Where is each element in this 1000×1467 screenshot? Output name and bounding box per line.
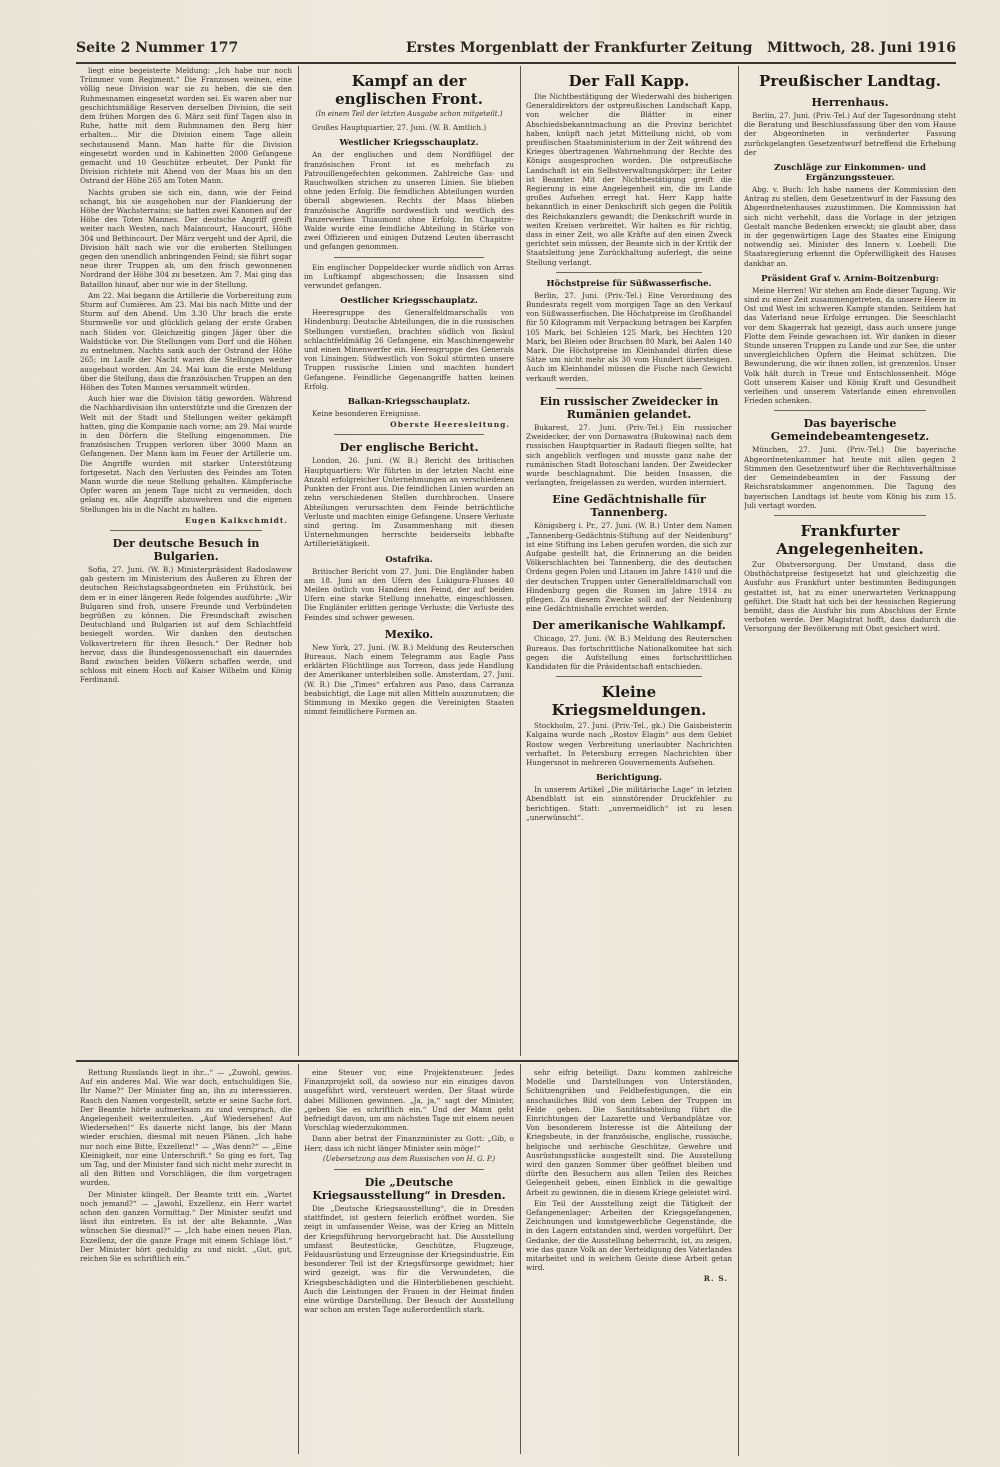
article-text: Ein englischer Doppeldecker wurde südlich von Arras im Luftkampf abgeschossen; die Insassen sind verwundet gefangen. (304, 262, 514, 291)
column-rule (298, 1064, 299, 1454)
headline-tannenberg: Eine Gedächtnishalle für Tannenberg. (552, 493, 706, 520)
separator (110, 530, 262, 531)
separator (334, 434, 484, 435)
column-3 (526, 66, 732, 1056)
article-text: Der Minister klingelt. Der Beamte tritt ein. „Wartet noch jemand?“ — „Jawohl, Exzellenz, ein Herr wartet schon den ganzen Vormittag.“ Der Minister seufzt und lässt ihn eintreten. Es ist der alte Bekannte. „Was wünschen Sie diesmal?“ — „Ich habe einen neuen Plan, Exzellenz, der die ganze Frage mit einem Schlage löst.“ Der Minister hört geduldig zu und nickt. „Gut, gut, reichen Sie es schriftlich ein.“ (80, 1189, 292, 1264)
headline-englisch: Der englische Bericht. (339, 441, 479, 455)
issue-date: Mittwoch, 28. Juni 1916 (767, 40, 956, 56)
headline-zweidecker: Ein russischer Zweidecker in Rumänien gelandet. (539, 394, 719, 421)
signature: R. S. (703, 1274, 728, 1284)
article-text: Auch hier war die Division tätig geworden. Während die Nachbardivision ihn unterstützte und die Grenzen der Welt mit der Stadt und Stellungen weiter gekämpft hatten, ging die Kompanie nach vorne; am 29. Mai wurde in den Dörfern die Stellung eingenommen. Die französischen Truppen verloren über 3000 Mann an Gefangenen. Der Mann kam im Feuer der Artillerie um. Die Angriffe wurden mit starker Unterstützung fortgesetzt. Nach den Verlusten des Feindes am Toten Mann wurde die neue Stellung gehalten. Kämpferische Opfer waren an jenem Tage nicht zu vermeiden, doch gelang es, alle Angriffe abzuwehren und die eigenen Stellungen bis in die Nacht zu halten. (80, 394, 292, 514)
article-text: Rettung Russlands liegt in ihr...“ — „Zuwohl, gewiss. Auf ein anderes Mal. Wie war doch, entschuldigen Sie, Ihr Name?“ Der Minister fing an, ihn zu interessieren. Rasch den Namen vorgestellt, setzte er seine Sache fort. Der Beamte hörte aufmerksam zu und versprach, die Angelegenheit weiterzuleiten. „Auf Wiedersehen! Auf Wiedersehen!“ Es dauerte nicht lange, bis der Mann wieder erschien, diesmal mit neuen Plänen. „Ich habe nur noch eine Bitte, Exzellenz!“ — „Was denn?“ — „Eine Kleinigkeit, nur eine Unterschrift.“ So ging es fort, Tag um Tag, und der Minister fand sich nicht mehr zurecht in all den Bitten und Vorschlägen, die ihm vorgetragen wurden. (80, 1068, 292, 1188)
column-rule (298, 66, 299, 1056)
separator (774, 515, 926, 516)
headline-frankfurter: Frankfurter Angelegenheiten. (776, 521, 924, 558)
article-text: Großes Hauptquartier, 27. Juni. (W. B. Amtlich.) (312, 123, 487, 133)
headline-west: Westlicher Kriegsschauplatz. (339, 138, 479, 149)
article-text: Sofia, 27. Juni. (W. B.) Ministerpräsident Radoslawow gab gestern im Ministerium des Äußeren zu Ehren der deutschen Reichstagsabgeordneten ein Frühstück, bei dem er in einer längeren Rede folgendes ausführte: „Wir Bulgaren sind froh, unsere Freunde und Verbündeten begrüßen zu können. Die Freundschaft zwischen Deutschland und Bulgarien ist auf dem Schlachtfeld besiegelt worden. Wir danken den deutschen Volksvertretern für ihren Besuch.“ Der Redner hob hervor, dass die Bundesgenossenschaft ein dauerndes Band zwischen beiden Völkern schaffen werde, und schloss mit einem Hoch auf Kaiser Wilhelm und König Ferdinand. (80, 564, 292, 685)
headline-kampf: Kampf an der englischen Front. (335, 72, 483, 108)
headline-gemeindebeamtengesetz: Das bayerische Gemeindebeamtengesetz. (770, 417, 930, 444)
article-text: London, 26. Juni. (W. B.) Bericht des britischen Hauptquartiers: Wir führten in der letzten Nacht eine Anzahl erfolgreicher Unternehmungen an verschiedenen Punkten der Front aus. Die feindlichen Linien wurden an zehn verschiedenen Stellen durchbrochen. Unsere Abteilungen verursachten dem Feinde beträchtliche Verluste und machten einige Gefangene. Unsere Verluste sind gering. Im Zusammenhang mit diesen Unternehmungen herrschte beiderseits lebhafte Artillerietätigkeit. (304, 456, 514, 549)
masthead (76, 38, 956, 64)
article-text: Abg. v. Buch: Ich habe namens der Kommission den Antrag zu stellen, dem Gesetzentwurf in der Fassung des Abgeordnetenhauses zuzustimmen. Die Kommission hat sich nicht verhehlt, dass die Vorlage in der jetzigen Gestalt manche Bedenken erweckt; sie glaubt aber, dass in der gegenwärtigen Lage des Staates eine Einigung notwendig sei. Minister des Innern v. Loebell: Die Staatsregierung erkennt die Opferwilligkeit des Hauses dankbar an. (744, 185, 956, 268)
headline-balkan: Balkan-Kriegsschauplatz. (347, 397, 471, 408)
headline-praesident: Präsident Graf v. Arnim-Boitzenburg: (761, 273, 939, 284)
separator (556, 272, 702, 273)
article-text: New York, 27. Juni. (W. B.) Meldung des Reuterschen Bureaus. Nach einem Telegramm aus Eagle Pass erklärten Flüchtlinge aus Torreon, dass jede Handlung der Amerikaner unterbleiben solle. Amsterdam, 27. Juni. (W. B.) Die „Times“ erfahren aus Paso, dass Carranza beabsichtigt, die Lage mit allen Mitteln auszunutzen; die Stimmung in Mexiko gegen die Vereinigten Staaten nimmt feindlichere Formen an. (304, 642, 514, 717)
article-text: Berlin, 27. Juni. (Priv.-Tel.) Auf der Tagesordnung steht die Beratung und Beschlussfassung über den vom Hause der Abgeordneten in veränderter Fassung zurückgelangten Gesetzentwurf betreffend die Erhebung der (744, 111, 956, 157)
column-1 (80, 66, 292, 1056)
article-text: Dann aber betrat der Finanzminister zu Gott: „Gib, o Herr, dass ich nicht länger Minister sein möge!“ (304, 1134, 514, 1153)
author-byline: Eugen Kalkschmidt. (184, 515, 288, 525)
article-text: Ein Teil der Ausstellung zeigt die Tätigkeit der Gefangenenlager; Arbeiten der Kriegsgefangenen, Zeichnungen und kunstgewerbliche Gegenstände, die in den Lagern entstanden sind, werden vorgeführt. Der Gedanke, der die Ausstellung beherrscht, ist, zu zeigen, wie das ganze Volk an der Verteidigung des Vaterlandes mitarbeitet und in welchem Geiste diese Arbeit getan wird. (526, 1198, 732, 1273)
article-text: Nachts gruben sie sich ein, dann, wie der Feind schangt, bis sie ausgehoben nur der Flankierung der Höhe der Wachsterrains; sie hatten zwei Kanonen auf der Höhe des Toten Mannes. Der deutsche Angriff greift weiter nach Westen, nach Malancourt, Haucourt, Höhe 304 und Bethincourt. Der März vergeht und der April, die Division hält nach wie vor die eroberten Stellungen gegen den unendlich anbringenden Feind; sie führt sogar neue ihrer Truppen ab, um den frisch gewonnenen Nordrand der Höhe 304 zu besetzen. Am 7. Mai ging das Bataillon hinauf, aber nur wie in der Stellung. (80, 187, 292, 289)
headline-kleine-kriegsmeldungen: Kleine Kriegsmeldungen. (551, 683, 707, 720)
signature: Oberste Heeresleitung. (390, 420, 510, 430)
headline-mexiko: Mexiko. (384, 627, 434, 641)
separator (774, 410, 926, 411)
article-text: München, 27. Juni. (Priv.-Tel.) Die bayerische Abgeordnetenkammer hat heute mit allen gegen 2 Stimmen den Gesetzentwurf über die Rechtsverhältnisse der Gemeindebeamten in der Fassung der Reichsratskammer angenommen. Die Tagung des bayerischen Landtags ist heute vom König bis zum 15. Juli vertagt worden. (744, 445, 956, 510)
article-text: Königsberg i. Pr., 27. Juni. (W. B.) Unter dem Namen „Tannenberg-Gedächtnis-Stiftung auf der Neidenburg“ ist eine Stiftung ins Leben gerufen worden, die sich zur Aufgabe gestellt hat, die Erinnerung an die beiden Völkerschlachten bei Tannenberg, die des deutschen Ordens gegen Polen und Litauen im Jahre 1410 und die der deutschen Truppen unter Generalfeldmarschall von Hindenburg gegen die Russen im Jahre 1914 zu pflegen. Zu diesem Zwecke soll auf der Neidenburg eine Gedächtnishalle errichtet werden. (526, 521, 732, 614)
headline-landtag: Preußischer Landtag. (759, 72, 941, 90)
article-text: An der englischen und dem Nordflügel der französischen Front ist es mehrfach zu Patrouillengefechten gekommen. Zahlreiche Gas- und Rauchwolken strichen zu unseren Linien. Sie blieben ohne jeden Erfolg. Die feindlichen Abteilungen wurden überall abgewiesen. Rechts der Maas blieben französische Angriffe nordwestlich und westlich des Panzerwerkes Thiaumont ohne Erfolg. Im Chapitre-Walde wurde eine feindliche Abteilung in Stärke von zwei Offizieren und einigen Dutzend Leuten überrascht und gefangen genommen. (304, 150, 514, 252)
article-text: Meine Herren! Wir stehen am Ende dieser Tagung. Wir sind zu einer Zeit zusammengetreten, da unsere Heere in Ost und West im schweren Kampfe standen. Seitdem hat das Vaterland neue Erfolge errungen. Die Seeschlacht vor dem Skagerrak hat gezeigt, dass auch unsere junge Flotte dem Feinde gewachsen ist. Wir danken in dieser Stunde unseren Truppen zu Lande und zur See, die unter unvergleichlichen Opfern die Heimat schützen. Die Bewunderung, die wir ihnen zollen, ist grenzenlos. Unser Volk hält durch in Treue und Entschlossenheit. Möge Gott unserem Kaiser und König Kraft und Gesundheit verleihen und unserem Vaterlande einen ehrenvollen Frieden schenken. (744, 285, 956, 406)
article-text: Berlin, 27. Juni. (Priv.-Tel.) Eine Verordnung des Bundesrats regelt vom morgigen Tage an den Verkauf von Süßwasserfischen. Die Höchstpreise im Großhandel für 50 Kilogramm mit Verpackung betragen bei Karpfen 105 Mark, bei Schleien 125 Mark, bei Hechten 120 Mark, bei Bleien oder Brachsen 80 Mark, bei Aalen 140 Mark. Die Höchstpreise im Kleinhandel dürfen diese Sätze um nicht mehr als 30 vom Hundert übersteigen. Auch im Kleinhandel müssen die Fische nach Gewicht verkauft werden. (526, 290, 732, 383)
headline-herrenhaus: Herrenhaus. (811, 96, 889, 109)
headline-zuschlaege: Zuschläge zur Einkommen- und Ergänzungssteuer. (774, 163, 926, 184)
headline-ost: Oestlicher Kriegsschauplatz. (340, 296, 478, 307)
separator (556, 676, 702, 677)
headline-ostafrika: Ostafrika. (385, 554, 433, 565)
article-text: Bukarest, 27. Juni. (Priv.-Tel.) Ein russischer Zweidecker, der von Dornawatra (Bukowina) nach dem russischen Hauptquartier in Radauti fliegen sollte, hat sich angeblich verflogen und musste ganz nahe der rumänischen Stadt Botoschani landen. Der Zweidecker wurde beschlagnahmt. Die beiden Insassen, die verlangten, freigelassen zu werden, wurden interniert. (526, 422, 732, 488)
separator (556, 388, 702, 389)
separator (334, 1169, 484, 1170)
section-divider (76, 1060, 738, 1062)
column-rule (520, 66, 521, 1056)
article-text: Heeresgruppe des Generalfeldmarschalls von Hindenburg: Deutsche Abteilungen, die in die russischen Stellungen vorstießen, brachten südlich von Ikskul schlachtfeldmäßig 26 Gefangene, ein Maschinengewehr und einen Minenwerfer ein. Heeresgruppe des Generals von Linsingen: Südwestlich von Sokul stürmten unsere Truppen russische Linien und machten hundert Gefangene. Feindliche Gegenangriffe hatten keinen Erfolg. (304, 308, 514, 391)
article-text: Die „Deutsche Kriegsausstellung“, die in Dresden stattfindet, ist gestern feierlich eröffnet worden. Sie zeigt in umfassender Weise, was der Krieg an Mitteln der Kriegsführung hervorgebracht hat. Die Ausstellung umfasst Beutestücke, Geschütze, Flugzeuge, Feldausrüstung und Erzeugnisse der Kriegsindustrie. Ein besonderer Teil ist der Kriegsfürsorge gewidmet; hier wird gezeigt, was für die Verwundeten, die Kriegsbeschädigten und die Hinterbliebenen geschieht. Auch die Leistungen der Frauen in der Heimat finden eine würdige Darstellung. Der Besuch der Ausstellung war schon am ersten Tage außerordentlich stark. (304, 1204, 514, 1315)
article-text: Keine besonderen Ereignisse. (312, 409, 421, 419)
article-text: Am 22. Mai begann die Artillerie die Vorbereitung zum Sturm auf Cumières. Am 23. Mai bis nach Mitte und der Sturm auf den Abend. Um 3.30 Uhr brach die erste Sturmwelle vor und glücklich gelang der erste Graben nach Süden vor. Gleichzeitig gingen Jäger über die Waldstücke vor. Die Stellungen vom Dorf und die Höhen zu entnehmen. Nachts sank auch der Ostrand der Höhe 265; im Laufe der Nacht waren die Stellungen weiter ausgebaut worden. Am 24. Mai kam die erste Meldung über die Stellung, dass die französischen Truppen an den Höhen des Toten Mannes versammelt würden. (80, 290, 292, 392)
article-text: Die Nichtbestätigung der Wiederwahl des bisherigen Generaldirektors der ostpreußischen Landschaft Kapp, von welcher die Blätter in einer Abschiedsbekanntmachung an die Provinz berichtet haben, knüpft nach jetzt Mitteilung nicht, ob vom preußischen Staatsministerium in der Zeit während des Krieges übertragenen Wahrnehmung der Rechte des Königs ausgesprochen worden. Die ostpreußische Landschaft ist ein Selbstverwaltungskörper; ihr Leiter ist Beamter. Mit der Nichtbestätigung greift die Regierung in eine Angelegenheit ein, die im Lande großes Aufsehen erregt hat. Herr Kapp hatte bekanntlich in einer Denkschrift sich gegen die Politik des Reichskanzlers gewandt; die Denkschrift wurde in weiten Kreisen verbreitet. Wir halten es für richtig, dass in einer Zeit, wo alle Kräfte auf den einen Zweck gerichtet sein müssen, der Beamte sich in der Kritik der Staatsleitung jene Zurückhaltung auferlegt, die seine Stellung verlangt. (526, 92, 732, 267)
article-text: In unserem Artikel „Die militärische Lage“ in letzten Abendblatt ist ein sinnstörender Druckfehler zu berichtigen. Statt: „unvermeidlich“ ist zu lesen „unerwünscht“. (526, 785, 732, 822)
headline-bulgaria: Der deutsche Besuch in Bulgarien. (112, 536, 260, 563)
headline-kapp: Der Fall Kapp. (568, 72, 690, 90)
column-rule (520, 1064, 521, 1454)
article-text: Stockholm, 27. Juni. (Priv.-Tel., gk.) Die Gaisbeisterin Kalgaina wurde nach „Rostov Elagin“ aus dem Gebiet Rostow wegen Verbreitung unerlaubter Nachrichten verhaftet. In Petersburg erregen Nachrichten über Hungersnot in mehreren Gouvernements Aufsehen. (526, 721, 732, 767)
headline-berichtigung: Berichtigung. (595, 773, 663, 784)
feuilleton-column-1 (80, 1068, 292, 1454)
headline-hoechstpreise: Höchstpreise für Süßwasserfische. (546, 278, 712, 289)
article-text: Britischer Bericht vom 27. Juni. Die Engländer haben am 18. Juni an den Ufern des Lukigura-Flusses 40 Meilen östlich von Handeni den Feind, der auf beiden Ufern eine starke Stellung innehatte, eingeschlossen. Die Engländer erlitten geringe Verluste; die Verluste des Feindes sind schwer gewesen. (304, 566, 514, 622)
translation-note: (Uebersetzung aus dem Russischen von H. G. P.) (322, 1154, 496, 1163)
feuilleton-column-2 (304, 1068, 514, 1454)
article-text: liegt eine begeisterte Meldung: „Ich habe nur noch Trümmer vom Regiment.“ Die Franzosen weinen, eine völlig neue Division war sie zu heben, die sie den Ruhmesnamen eingesetzt worden sei. Es waren aber nur geschichtsmäßige Reserven derselben Division, die seit dem frühen Morgen des 6. März seit fünf Tagen also in Ruhe, hatte mit dem Ruhmnamen den Berg hier erhalten... Mir die Division einem Tage allein sechstausend Mann. Man hatte für die Division eingesetzt worden und in Kabinetten 2000 Gefangene gemacht und 10 Geschütze erbeutet. Der Punkt für Division richtete mit Abend von der Maas bis an den Ostrand der Höhe 265 am Toten Mann. (80, 66, 292, 186)
article-text: Chicago, 27. Juni. (W. B.) Meldung des Reuterschen Bureaus. Das fortschrittliche Nationalkomitee hat sich gegen die Aufstellung eines fortschrittlichen Kandidaten für die Präsidentschaft entschieden. (526, 634, 732, 671)
subheadline: (In einem Teil der letzten Ausgabe schon mitgeteilt.) (315, 110, 503, 118)
paper-title: Erstes Morgenblatt der Frankfurter Zeitung (406, 40, 753, 56)
article-text: eine Steuer vor, eine Projektensteuer. Jedes Finanzprojekt soll, da sowieso nur ein einziges davon ausgeführt wird, versteuert werden. Der Staat würde dabei Millionen gewinnen. „Ja, ja,“ sagt der Minister, „geben Sie es schriftlich ein.“ Und der Mann geht befriedigt davon, um am nächsten Tage mit einem neuen Vorschlag wiederzukommen. (304, 1068, 514, 1133)
column-rule (738, 66, 739, 1456)
separator (334, 257, 484, 258)
column-4 (744, 66, 956, 1456)
feuilleton-column-3 (526, 1068, 732, 1454)
headline-wahlkampf: Der amerikanische Wahlkampf. (532, 619, 726, 633)
page-label: Seite 2 Nummer 177 (76, 40, 239, 56)
column-2 (304, 66, 514, 1056)
article-text: Zur Obstversorgung. Der Umstand, dass die Obsthöchstpreise festgesetzt hat und gleichzeitig die Ausfuhr aus Frankfurt unter bestimmten Bedingungen gestattet ist, hat zu einer unerwarteten Verknappung geführt. Die Stadt hat sich bei der hessischen Regierung bemüht, dass die Ausfuhr bis zum Abschluss der Ernte verboten werde. Der Magistrat hofft, dass dadurch die Versorgung der Bevölkerung mit Obst gesichert wird. (744, 559, 956, 634)
article-text: sehr eifrig beteiligt. Dazu kommen zahlreiche Modelle und Darstellungen von Unterständen, Schützengräben und Feldbefestigungen, die ein anschauliches Bild von dem Leben der Truppen im Felde geben. Die Sanitätsabteilung führt die Einrichtungen der Lazarette und Verbandplätze vor. Von besonderem Interesse ist die Abteilung der Kriegsbeute, in der französische, englische, russische, belgische und serbische Geschütze, Gewehre und Ausrüstungsstücke ausgestellt sind. Die Ausstellung wird den ganzen Sommer über geöffnet bleiben und dürfte den Besuchern aus allen Teilen des Reiches Gelegenheit geben, einen Einblick in die gewaltige Arbeit zu gewinnen, die in diesem Kriege geleistet wird. (526, 1068, 732, 1197)
headline-kriegsausstellung: Die „Deutsche Kriegsausstellung“ in Dresden. (312, 1176, 506, 1203)
